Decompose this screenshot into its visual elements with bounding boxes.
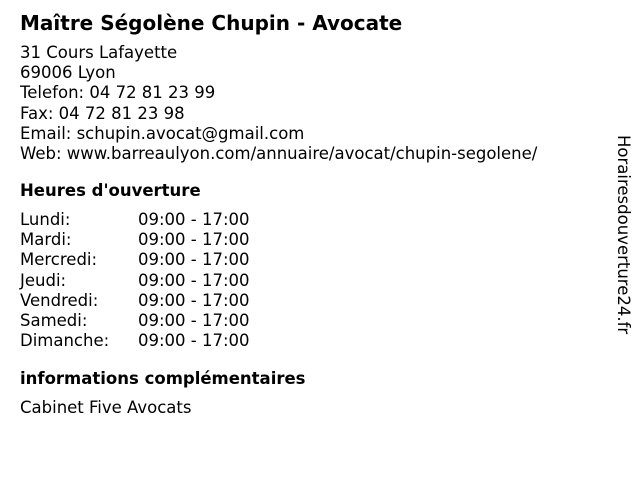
website-line: Web: www.barreaulyon.com/annuaire/avocat/chupin-segolene/ [20, 144, 538, 164]
day-label: Jeudi: [20, 270, 67, 290]
business-card [20, 0, 610, 418]
time-range: 09:00 - 17:00 [138, 210, 250, 230]
hours-heading: Heures d'ouverture [20, 181, 201, 201]
day-label: Mercredi: [20, 250, 98, 270]
time-range: 09:00 - 17:00 [138, 230, 250, 250]
extra-info-text: Cabinet Five Avocats [20, 397, 192, 417]
time-range: 09:00 - 17:00 [138, 310, 250, 330]
extra-info-heading: informations complémentaires [20, 368, 306, 388]
hours-row [20, 331, 610, 351]
day-label: Samedi: [20, 310, 88, 330]
day-label: Vendredi: [20, 290, 99, 310]
postal-city: 69006 Lyon [20, 63, 116, 83]
time-range: 09:00 - 17:00 [138, 270, 250, 290]
day-label: Mardi: [20, 230, 72, 250]
hours-row [20, 271, 610, 291]
day-label: Lundi: [20, 210, 71, 230]
email-line: Email: schupin.avocat@gmail.com [20, 123, 305, 143]
time-range: 09:00 - 17:00 [138, 290, 250, 310]
hours-row [20, 230, 610, 250]
time-range: 09:00 - 17:00 [138, 250, 250, 270]
hours-row [20, 210, 610, 230]
hours-row [20, 291, 610, 311]
contact-details [20, 43, 610, 164]
hours-row [20, 311, 610, 331]
hours-table [20, 210, 610, 351]
day-label: Dimanche: [20, 330, 110, 350]
site-watermark: Horairesdouverture24.fr [614, 135, 633, 335]
fax-line: Fax: 04 72 81 23 98 [20, 103, 185, 123]
hours-row [20, 250, 610, 270]
street-address: 31 Cours Lafayette [20, 43, 178, 62]
page-title: Maître Ségolène Chupin - Avocate [20, 11, 403, 35]
phone-line: Telefon: 04 72 81 23 99 [20, 83, 216, 103]
time-range: 09:00 - 17:00 [138, 330, 250, 350]
